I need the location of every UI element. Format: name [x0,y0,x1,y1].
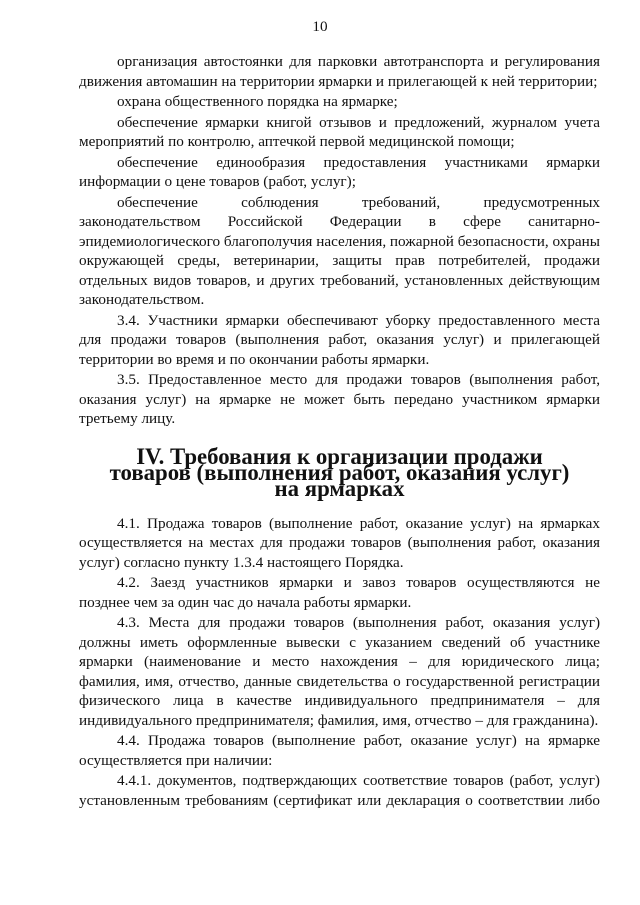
page-number: 10 [312,18,328,35]
paragraph: 4.4. Продажа товаров (выполнение работ, оказание услуг) на ярмарке осуществляется при наличии: [79,732,600,769]
paragraph: обеспечение соблюдения требований, предусмотренных законодательством Российской Федерации в сфере санитарно-эпидемиологического благополучия населения, пожарной безопасности, охраны окружающей среды, ветеринарии, защиты прав потребителей, продажи отдельных видов товаров, и других требований, установленных действующим законодательством. [79,193,600,308]
section-heading: IV. Требования к организации продажи товаров (выполнения работ, оказания услуг) на ярмарках [109,443,570,501]
paragraph: охрана общественного порядка на ярмарке; [117,93,398,110]
paragraph: 3.4. Участники ярмарки обеспечивают уборку предоставленного места для продажи товаров (выполнения работ, оказания услуг) и прилегающей территории во время и по окончании работы ярмарки. [79,311,600,368]
paragraph: организация автостоянки для парковки автотранспорта и регулирования движения автомашин на территории ярмарки и прилегающей к ней территории; [79,53,600,90]
document-body [79,52,600,811]
paragraph: 4.2. Заезд участников ярмарки и завоз товаров осуществляются не позднее чем за один час до начала работы ярмарки. [79,574,600,611]
paragraph: 4.4.1. документов, подтверждающих соответствие товаров (работ, услуг) установленным требованиям (сертификат или декларация о соответствии либо [79,772,600,809]
paragraph: обеспечение ярмарки книгой отзывов и предложений, журналом учета мероприятий по контролю, аптечкой первой медицинской помощи; [79,113,600,150]
paragraph: 4.3. Места для продажи товаров (выполнения работ, оказания услуг) должны иметь оформленные вывески с указанием сведений об участнике ярмарки (наименование и место нахождения – для юридического лица; фамилия, имя, отчество, данные свидетельства о государственной регистрации физического лица в качестве индивидуального предпринимателя – для индивидуального предпринимателя; фамилия, имя, отчество – для гражданина). [79,614,600,729]
paragraph: 3.5. Предоставленное место для продажи товаров (выполнения работ, оказания услуг) на ярмарке не может быть передано участником ярмарки третьему лицу. [79,371,600,427]
paragraph: 4.1. Продажа товаров (выполнение работ, оказание услуг) на ярмарках осуществляется на местах для продажи товаров (выполнения работ, оказания услуг) согласно пункту 1.3.4 настоящего Порядка. [79,514,600,571]
paragraph: обеспечение единообразия предоставления участниками ярмарки информации о цене товаров (работ, услуг); [79,153,600,190]
